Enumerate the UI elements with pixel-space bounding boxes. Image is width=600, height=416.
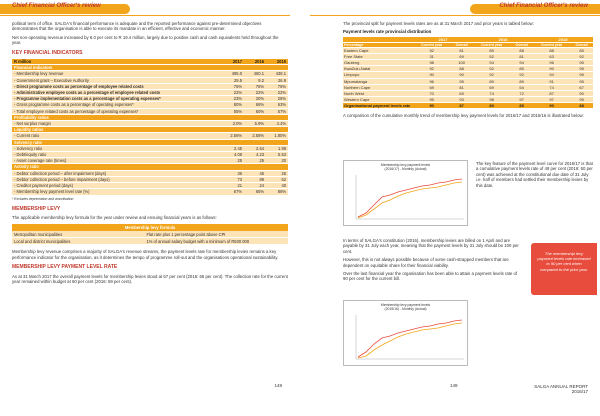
- province-value: 63: [533, 54, 570, 60]
- row-value: 62: [266, 176, 288, 182]
- formula-cell: Flat rate plus 1 percentage point above CPI: [144, 231, 288, 238]
- row-label: - Direct programme costs as percentage of employee related costs: [12, 83, 222, 89]
- row-value: 25: [244, 158, 266, 164]
- province-name: North West: [343, 90, 413, 96]
- row-value: 26: [266, 170, 288, 176]
- formula-title: Membership levy formula: [12, 224, 288, 231]
- rate-heading: MEMBERSHIP LEVY PAYMENT LEVEL RATE: [12, 264, 118, 271]
- non-operating-paragraph: Net non-operating revenue increased by 8.0 per cent to R 19.4 million, largely due to positive cash and cash equivalents held throughout the year.: [12, 34, 279, 46]
- formula-cell: Metropolitan municipalities: [12, 231, 144, 238]
- row-value: 2.56%: [222, 133, 244, 139]
- header-rule: [310, 15, 600, 16]
- row-value: 63%: [266, 102, 288, 108]
- province-value: 97: [533, 96, 570, 102]
- row-value: 2.64: [244, 145, 266, 151]
- row-value: 67%: [222, 189, 244, 195]
- province-value: 81: [510, 54, 533, 60]
- province-value: 95: [570, 60, 593, 66]
- province-value: 92: [570, 54, 593, 60]
- group-title: Liquidity ratios: [12, 127, 288, 133]
- row-value: 55%: [222, 108, 244, 114]
- province-value: 95: [570, 66, 593, 72]
- header-title: Chief Financial Officer's review: [499, 3, 588, 9]
- report-footer: [534, 384, 588, 395]
- row-value: 73: [222, 176, 244, 182]
- group-title: Solvency ratio: [12, 139, 288, 145]
- row-value: 460.1: [244, 71, 266, 77]
- province-value: 81: [450, 84, 473, 90]
- province-value: 52: [473, 54, 510, 60]
- row-value: 4.08: [222, 152, 244, 158]
- group-title: Financial indicators: [12, 65, 288, 71]
- row-value: 36: [222, 170, 244, 176]
- footer-year: 2016/17: [571, 389, 588, 395]
- chart-plot: [344, 301, 469, 367]
- province-value: 85: [570, 48, 593, 54]
- province-value: 90: [413, 72, 450, 78]
- provincial-table-title: Payment levels rate provincial distribution: [343, 29, 432, 35]
- row-label: - Membership levy payment level rate (%): [12, 189, 222, 195]
- row-value: 29.5: [222, 77, 244, 83]
- rate-paragraph: As at 31 March 2017 the overall payment levels for membership levies stood at 67 per cent (2016: 65 per cent). The collection rate for the current year remained within budget at 60 per cent (2016: 59 per cent).: [12, 273, 288, 284]
- total-label: Organisational payment levels rate: [343, 102, 413, 108]
- header-year: 2015: [266, 59, 288, 65]
- table-row: [12, 238, 288, 245]
- province-value: 95: [413, 96, 450, 102]
- total-value: 89: [473, 102, 510, 108]
- table-footnote: * Excludes depreciation and amortisation: [12, 196, 74, 201]
- province-name: Gauteng: [343, 60, 413, 66]
- province-value: 85: [510, 66, 533, 72]
- row-value: 5.9%: [244, 121, 266, 127]
- group-title: Profitability ratios: [12, 114, 288, 120]
- subhead: Current year: [413, 42, 450, 47]
- province-value: 97: [510, 96, 533, 102]
- province-value: 94: [510, 60, 533, 66]
- chart-title: Membership levy payment levels (2016/17) - Monthly (Actual): [380, 163, 431, 171]
- province-value: 92: [413, 66, 450, 72]
- row-value: 23%: [222, 96, 244, 102]
- province-value: 91: [533, 78, 570, 84]
- year-label: 2016: [473, 37, 533, 43]
- row-value: 2.45: [222, 145, 244, 151]
- province-value: 88: [533, 48, 570, 54]
- row-label: - Debtor collection period – after impairment (days): [12, 170, 222, 176]
- row-value: 76%: [244, 83, 266, 89]
- header-title: Chief Financial Officer's review: [12, 3, 101, 9]
- province-value: 74: [533, 84, 570, 90]
- row-label: - Programme implementation costs as a percentage of operating expenses*: [12, 96, 222, 102]
- table-row: [12, 189, 288, 195]
- row-value: 438.1: [266, 71, 288, 77]
- row-value: 65%: [244, 189, 266, 195]
- row-value: 20: [266, 158, 288, 164]
- province-value: 92: [510, 72, 533, 78]
- province-value: 70: [413, 90, 450, 96]
- subhead: Current year: [533, 42, 570, 47]
- row-label: - Asset coverage rate (times): [12, 158, 222, 164]
- row-label: - Current ratio: [12, 133, 222, 139]
- row-value: 40: [266, 183, 288, 189]
- kfi-heading: KEY FINANCIAL INDICATORS: [12, 49, 83, 56]
- province-value: 90: [450, 72, 473, 78]
- row-value: 4.23: [244, 152, 266, 158]
- row-value: 89: [244, 176, 266, 182]
- header-year: 2017: [222, 59, 244, 65]
- chart-2016-17: [343, 160, 468, 226]
- footer-title: SALGA ANNUAL REPORT: [534, 384, 588, 389]
- province-value: 31: [413, 54, 450, 60]
- curve-feature-paragraph: The key feature of the payment level curve for 2016/17 is that a cumulative payment levels rate of 49 per cent (2016: 50 per cent) was achieved at the constitutional due date of 31 July i.e. half of members had settled their membership levies by this date.: [476, 161, 593, 188]
- province-value: 88: [450, 66, 473, 72]
- row-value: 86%: [266, 189, 288, 195]
- province-value: 74: [473, 90, 510, 96]
- provincial-table: [343, 37, 593, 109]
- province-value: 88: [510, 48, 533, 54]
- row-value: 22%: [266, 90, 288, 96]
- total-value: 90: [533, 102, 570, 108]
- table-row: [12, 231, 288, 238]
- row-label: - Creditor payment period (days): [12, 183, 222, 189]
- province-name: Free State: [343, 54, 413, 60]
- right-page: [300, 0, 600, 416]
- province-value: 69: [473, 84, 510, 90]
- page-number: 148: [274, 383, 282, 388]
- row-label: - Membership levy revenue: [12, 71, 222, 77]
- row-value: 495.0: [222, 71, 244, 77]
- province-value: 69: [413, 84, 450, 90]
- chart-plot: [344, 161, 469, 227]
- row-value: 28%: [266, 96, 288, 102]
- header-label: R million: [12, 59, 222, 65]
- province-name: Mpumalanga: [343, 78, 413, 84]
- levy-heading: MEMBERSHIP LEVY: [12, 205, 61, 212]
- row-value: 30%: [244, 96, 266, 102]
- however-paragraph: However, this is not always possible because of some cash-strapped members that are dependent on equitable share for their financial viability.: [343, 257, 509, 268]
- province-value: 87: [533, 90, 570, 96]
- province-value: 92: [473, 72, 510, 78]
- total-value: 85: [510, 102, 533, 108]
- row-label: - Gross programme costs as a percentage of operating expenses*: [12, 102, 222, 108]
- province-value: 96: [533, 60, 570, 66]
- row-value: 5.53: [266, 152, 288, 158]
- row-value: 21: [222, 183, 244, 189]
- row-label: - Total employee related costs as percentage of operating expenses*: [12, 108, 222, 114]
- percentage-label: Percentage: [343, 42, 413, 47]
- province-value: 81: [450, 48, 473, 54]
- row-value: 80%: [222, 102, 244, 108]
- subhead: Overall: [450, 42, 473, 47]
- row-value: 4.4%: [266, 121, 288, 127]
- province-value: 92: [413, 48, 450, 54]
- group-title: Activity ratio: [12, 164, 288, 170]
- terms-paragraph: In terms of SALGA's constitution (2016), membership levies are billed on 1 April and are payable by 31 July each year, meaning that the payment levels by 31 July should be 100 per cent.: [343, 238, 519, 254]
- province-value: 89: [510, 78, 533, 84]
- left-column: [12, 21, 288, 287]
- formula-cell: 1% of annual salary budget with a minimum of R500 000: [144, 238, 288, 245]
- province-value: 96: [413, 78, 450, 84]
- row-value: 76%: [266, 83, 288, 89]
- row-value: 22%: [244, 90, 266, 96]
- province-value: 69: [450, 90, 473, 96]
- page-number: 149: [450, 383, 458, 388]
- comparison-paragraph: A comparison of the cumulative monthly trend of membership levy payment levels for 2016/17 and 2015/16 is illustrated below:: [343, 113, 584, 119]
- row-value: 76%: [222, 83, 244, 89]
- row-label: - Debtor collection period – before impairment (days): [12, 176, 222, 182]
- province-value: 89: [473, 78, 510, 84]
- row-value: 68%: [244, 102, 266, 108]
- province-value: 54: [510, 84, 533, 90]
- row-label: - Administrative employee costs as a percentage of employee related costs: [12, 90, 222, 96]
- row-value: 3.0%: [222, 121, 244, 127]
- province-name: KwaZulu-Natal: [343, 66, 413, 72]
- row-value: 25: [222, 158, 244, 164]
- provincial-intro: The provincial split for payment levels rates are as at 31 March 2017 and prior years is tabled below:: [343, 21, 534, 26]
- row-value: 1.99: [266, 145, 288, 151]
- over-paragraph: Over the last financial year the organisation has been able to attain a payment levels rate of 90 per cent for the current bill.: [343, 271, 518, 282]
- province-value: 100: [450, 60, 473, 66]
- header-year: 2016: [244, 59, 266, 65]
- province-value: 94: [473, 60, 510, 66]
- row-label: - Government grant – Executive Authority: [12, 77, 222, 83]
- levy-revenue-paragraph: Membership levy revenue comprises a majority of SALGA's revenue streams, the payment levels rate for membership levies remains a key performance indicator for the organisation, as it determines the tempo of programme roll-out and the organisations operational sustainability.: [12, 249, 279, 260]
- row-value: 60%: [244, 108, 266, 114]
- province-name: Northern Cape: [343, 84, 413, 90]
- subhead: Overall: [570, 42, 593, 47]
- year-label: 2015: [533, 37, 593, 43]
- province-value: 72: [510, 90, 533, 96]
- province-value: 94: [533, 72, 570, 78]
- province-value: 95: [570, 96, 593, 102]
- province-value: 98: [473, 96, 510, 102]
- row-value: 22%: [222, 90, 244, 96]
- row-label: - Net surplus margin: [12, 121, 222, 127]
- header-rule: [0, 15, 290, 16]
- province-value: 67: [570, 84, 593, 90]
- total-value: 87: [450, 102, 473, 108]
- province-value: 98: [413, 60, 450, 66]
- province-value: 90: [533, 66, 570, 72]
- levy-formula-table: [12, 224, 288, 246]
- province-name: Western Cape: [343, 96, 413, 102]
- province-name: Limpopo: [343, 72, 413, 78]
- row-value: 26.9: [266, 77, 288, 83]
- chart-title: Membership levy payment levels (2015/16) - Monthly (Actual): [380, 303, 431, 311]
- subhead: Overall: [510, 42, 533, 47]
- chart-2015-16: [343, 300, 468, 366]
- row-label: - Debt/equity ratio: [12, 152, 222, 158]
- total-row: [343, 102, 593, 108]
- right-column: [343, 21, 593, 121]
- province-value: 69: [450, 54, 473, 60]
- intro-paragraph: political term of office. SALGA's financial performance is adequate and the reported performance against pre-determined objectives demonstrates that the organisation is able to execute its mandate in an efficient, effective and economic manner.: [12, 21, 262, 32]
- levy-paragraph: The applicable membership levy formula for the year under review and ensuing financial years is as follows:: [12, 215, 217, 221]
- province-value: 92: [473, 66, 510, 72]
- right-column-lower: [343, 238, 523, 285]
- total-value: 90: [413, 102, 450, 108]
- row-value: 9.2: [244, 77, 266, 83]
- province-value: 95: [450, 78, 473, 84]
- province-value: 90: [570, 90, 593, 96]
- year-label: 2017: [413, 37, 473, 43]
- row-value: 57%: [266, 108, 288, 114]
- province-value: 95: [570, 72, 593, 78]
- province-value: 89: [473, 48, 510, 54]
- province-name: Eastern Cape: [343, 48, 413, 54]
- province-value: 93: [450, 96, 473, 102]
- callout-box: The membership levy payment levels rate increased to 90 per cent when compared to the prior year.: [531, 243, 597, 295]
- row-value: 45: [244, 170, 266, 176]
- total-value: 88: [570, 102, 593, 108]
- province-value: 95: [570, 78, 593, 84]
- formula-cell: Local and district municipalities: [12, 238, 144, 245]
- row-value: 2.58%: [244, 133, 266, 139]
- subhead: Current year: [473, 42, 510, 47]
- row-label: - Solvency ratio: [12, 145, 222, 151]
- financial-indicators-table: [12, 59, 288, 195]
- row-value: 24: [244, 183, 266, 189]
- row-value: 1.80%: [266, 133, 288, 139]
